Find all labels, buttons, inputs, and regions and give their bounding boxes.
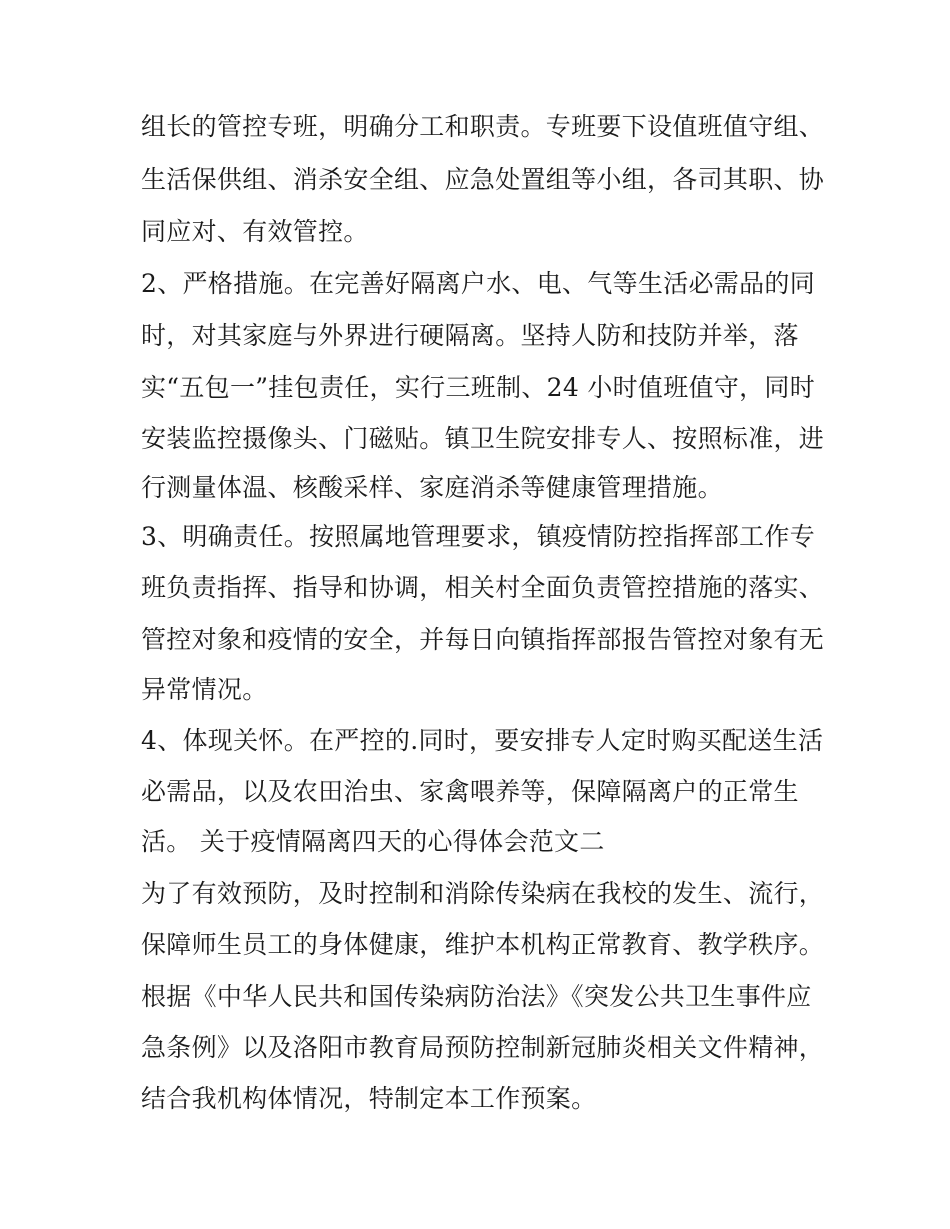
text-line-14: 必需品，以及农田治虫、家禽喂养等，保障隔离户的正常生 bbox=[141, 777, 799, 806]
text-line-10: 班负责指挥、指导和协调，相关村全面负责管控措施的落实、 bbox=[141, 573, 825, 602]
text-line-15: 活。 关于疫情隔离四天的心得体会范文二 bbox=[141, 827, 605, 856]
text-line-8: 行测量体温、核酸采样、家庭消杀等健康管理措施。 bbox=[141, 473, 723, 502]
text-line-1: 组长的管控专班，明确分工和职责。专班要下设值班值守组、 bbox=[141, 112, 825, 141]
text-line-12: 异常情况。 bbox=[141, 675, 268, 704]
text-line-18: 根据《中华人民共和国传染病防治法》《突发公共卫生事件应 bbox=[141, 982, 812, 1011]
text-line-11: 管控对象和疫情的安全，并每日向镇指挥部报告管控对象有无 bbox=[141, 625, 825, 654]
text-line-5: 时，对其家庭与外界进行硬隔离。坚持人防和技防并举，落 bbox=[141, 321, 799, 350]
text-line-3: 同应对、有效管控。 bbox=[141, 217, 369, 246]
text-line-13: 4、体现关怀。在严控的.同时，要安排专人定时购买配送生活 bbox=[141, 726, 824, 755]
text-line-6: 实“五包一”挂包责任，实行三班制、24 小时值班值守，同时 bbox=[141, 373, 816, 402]
text-line-20: 结合我机构体情况，特制定本工作预案。 bbox=[141, 1084, 597, 1113]
text-line-9: 3、明确责任。按照属地管理要求，镇疫情防控指挥部工作专 bbox=[141, 522, 816, 551]
text-line-2: 生活保供组、消杀安全组、应急处置组等小组，各司其职、协 bbox=[141, 165, 825, 194]
text-line-17: 保障师生员工的身体健康，维护本机构正常教育、教学秩序。 bbox=[141, 930, 825, 959]
text-line-16: 为了有效预防，及时控制和消除传染病在我校的发生、流行， bbox=[141, 879, 825, 908]
text-line-19: 急条例》以及洛阳市教育局预防控制新冠肺炎相关文件精神， bbox=[141, 1033, 825, 1062]
text-line-7: 安装监控摄像头、门磁贴。镇卫生院安排专人、按照标准，进 bbox=[141, 424, 825, 453]
text-line-4: 2、严格措施。在完善好隔离户水、电、气等生活必需品的同 bbox=[141, 269, 816, 298]
